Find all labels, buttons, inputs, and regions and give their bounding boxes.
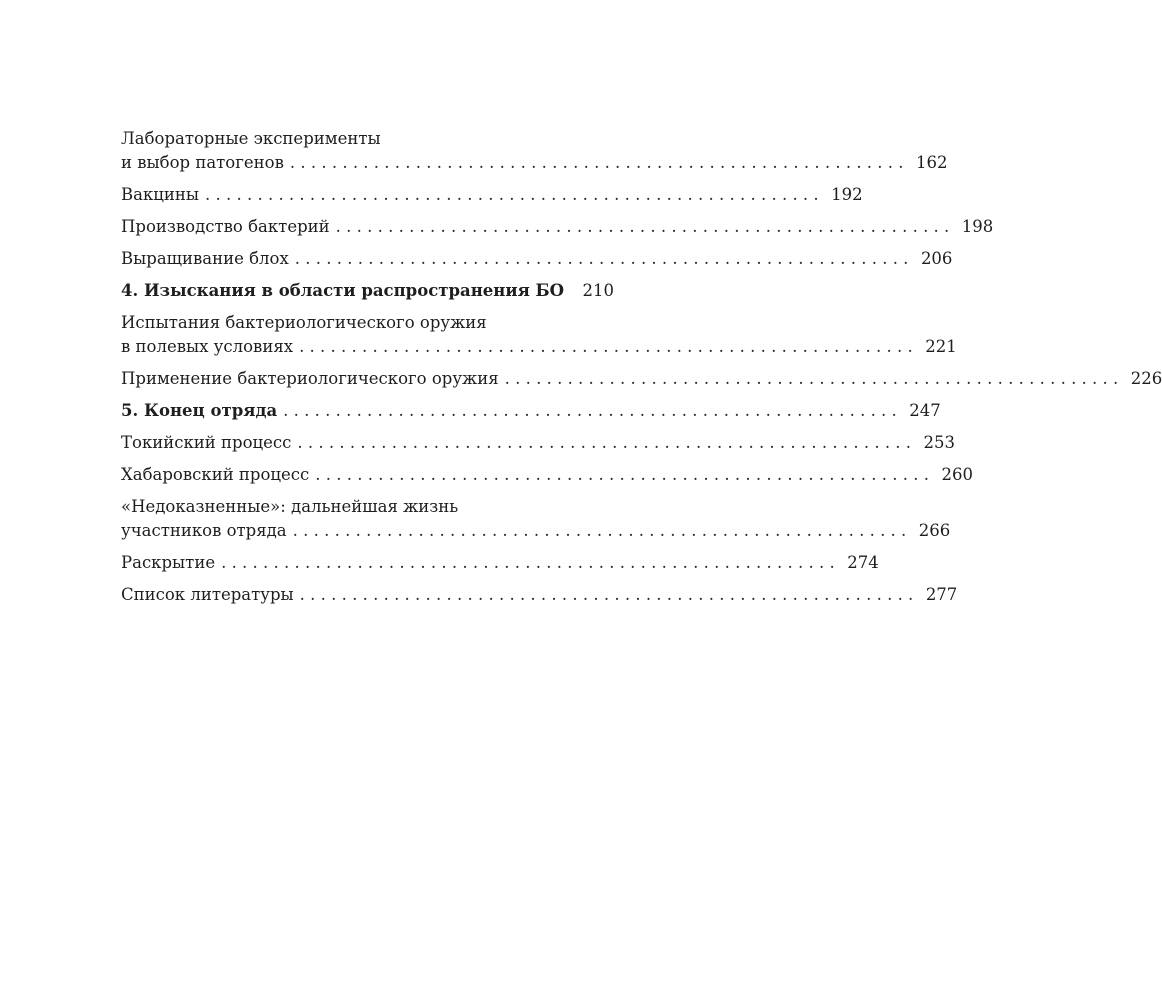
dot-leader: . . . . . . . . . . . . . . . . . . . . . . . . . . . . . . . . . . . . . . . . . . . . . . . . . . . . . . . . . . . [297, 433, 912, 452]
dot-leader: . . . . . . . . . . . . . . . . . . . . . . . . . . . . . . . . . . . . . . . . . . . . . . . . . . . . . . . . . . . [289, 153, 904, 172]
toc-entry-page: 210 [582, 281, 615, 300]
toc-entry-page: 198 [961, 217, 994, 236]
toc-entry-page: 221 [925, 337, 957, 356]
toc-entry-title: Вакцины [121, 185, 200, 204]
toc-entry-title: Применение бактериологического оружия [121, 369, 499, 388]
toc-entry-page: 277 [925, 585, 958, 604]
toc-entry-page: 247 [909, 401, 941, 420]
toc-entry-title: Хабаровский процесс [121, 465, 310, 484]
toc-entry-page: 260 [941, 465, 973, 484]
toc-entry-title: Выращивание блох [121, 249, 289, 268]
toc-entry-title: в полевых условиях [121, 337, 294, 356]
toc-chapter-5[interactable] [121, 399, 941, 423]
toc-entry-title: и выбор патогенов [121, 153, 284, 172]
toc-entry-title: Токийский процесс [121, 433, 292, 452]
toc-entry-bacteria-production[interactable] [121, 215, 994, 239]
toc-entry-page: 162 [916, 153, 948, 172]
toc-entry-title-line1: Лабораторные эксперименты [121, 129, 381, 148]
dot-leader: . . . . . . . . . . . . . . . . . . . . . . . . . . . . . . . . . . . . . . . . . . . . . . . . . . . . . . . . . . . [292, 521, 907, 540]
toc-entry-vaccines[interactable] [121, 183, 863, 207]
toc-entry-page: 206 [920, 249, 953, 268]
toc-entry-khabarovsk-trial[interactable] [121, 463, 973, 487]
toc-chapter-4[interactable] [121, 279, 615, 303]
toc-entry-title: 4. Изыскания в области распространения БО [121, 281, 565, 300]
toc-entry-disclosure[interactable] [121, 551, 879, 575]
toc-entry-page: 266 [918, 521, 951, 540]
dot-leader: . . . . . . . . . . . . . . . . . . . . . . . . . . . . . . . . . . . . . . . . . . . . . . . . . . . . . . . . . . . [335, 217, 950, 236]
toc-entry-page: 274 [847, 553, 879, 572]
toc-entry-title-line1: Испытания бактериологического оружия [121, 313, 487, 332]
toc-entry-tokyo-trial[interactable] [121, 431, 956, 455]
toc-entry-page: 253 [923, 433, 956, 452]
dot-leader: . . . . . . . . . . . . . . . . . . . . . . . . . . . . . . . . . . . . . . . . . . . . . . . . . . . . . . . . . . . [221, 553, 835, 572]
dot-leader: . . . . . . . . . . . . . . . . . . . . . . . . . . . . . . . . . . . . . . . . . . . . . . . . . . . . . . . . . . . [283, 401, 897, 420]
dot-leader: . . . . . . . . . . . . . . . . . . . . . . . . . . . . . . . . . . . . . . . . . . . . . . . . . . . . . . . . . . . [504, 369, 1119, 388]
toc-entry-title: Производство бактерий [121, 217, 330, 236]
dot-leader: . . . . . . . . . . . . . . . . . . . . . . . . . . . . . . . . . . . . . . . . . . . . . . . . . . . . . . . . . . . [205, 185, 819, 204]
table-of-contents [121, 127, 1162, 615]
toc-entry-weapon-use[interactable] [121, 367, 1162, 391]
toc-entry-flea-breeding[interactable] [121, 247, 953, 271]
toc-entry-unexecuted[interactable] [121, 495, 951, 543]
toc-entry-title-line1: «Недоказненные»: дальнейшая жизнь [121, 497, 459, 516]
toc-entry-title: Раскрытие [121, 553, 216, 572]
toc-entry-title: 5. Конец отряда [121, 401, 278, 420]
dot-leader: . . . . . . . . . . . . . . . . . . . . . . . . . . . . . . . . . . . . . . . . . . . . . . . . . . . . . . . . . . . [299, 585, 914, 604]
toc-entry-page: 192 [831, 185, 863, 204]
toc-entry-title: участников отряда [121, 521, 287, 540]
toc-entry-lab-experiments[interactable] [121, 127, 948, 175]
dot-leader: . . . . . . . . . . . . . . . . . . . . . . . . . . . . . . . . . . . . . . . . . . . . . . . . . . . . . . . . . . . [294, 249, 909, 268]
dot-leader: . . . . . . . . . . . . . . . . . . . . . . . . . . . . . . . . . . . . . . . . . . . . . . . . . . . . . . . . . . . [299, 337, 913, 356]
toc-entry-page: 226 [1130, 369, 1162, 388]
toc-entry-title: Список литературы [121, 585, 294, 604]
dot-leader: . . . . . . . . . . . . . . . . . . . . . . . . . . . . . . . . . . . . . . . . . . . . . . . . . . . . . . . . . . . [315, 465, 929, 484]
toc-entry-bibliography[interactable] [121, 583, 958, 607]
toc-entry-field-testing[interactable] [121, 311, 957, 359]
